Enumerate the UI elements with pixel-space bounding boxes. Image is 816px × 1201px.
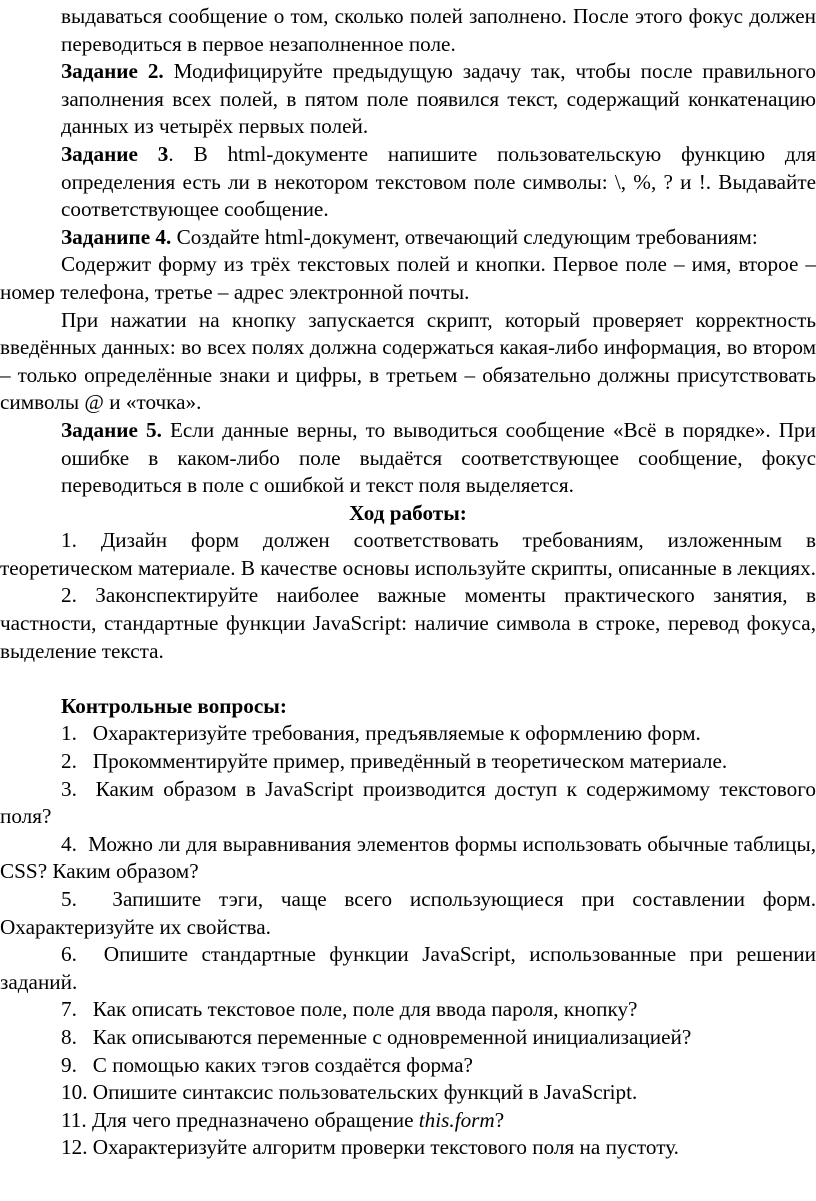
question-item xyxy=(0,1052,816,1080)
question-text-after: ? xyxy=(494,1107,505,1132)
question-number: 11. xyxy=(61,1107,87,1132)
question-text-emphasis: this.form xyxy=(418,1107,495,1132)
question-item xyxy=(0,776,816,831)
question-text: Каким образом в JavaScript производится доступ к содержимому текстового поля? xyxy=(0,776,816,829)
question-number: 4. xyxy=(61,831,77,856)
task-4-paragraph xyxy=(61,224,816,252)
task-4-label: Заданипе 4. xyxy=(61,224,172,249)
question-item xyxy=(0,720,816,748)
question-item xyxy=(0,1107,816,1135)
workflow-heading: Ход работы: xyxy=(349,500,467,525)
question-number: 1. xyxy=(61,721,77,746)
question-item xyxy=(0,748,816,776)
question-number: 7. xyxy=(61,997,77,1022)
task-2-paragraph xyxy=(61,58,816,141)
question-text: Как описать текстовое поле, поле для ввода пароля, кнопку? xyxy=(92,997,638,1022)
question-item xyxy=(0,996,816,1024)
questions-heading-text: Контрольные вопросы: xyxy=(61,693,287,718)
question-text: Охарактеризуйте алгоритм проверки текстового поля на пустоту. xyxy=(92,1135,679,1160)
question-item xyxy=(0,1079,816,1107)
question-text: Запишите тэги, чаще всего использующиеся при составлении форм. Охарактеризуйте их свойства. xyxy=(0,887,816,939)
question-text-before: Для чего предназначено обращение xyxy=(92,1107,419,1132)
question-number: 3. xyxy=(61,776,77,801)
workflow-item-1: 1. Дизайн форм должен соответствовать требованиям, изложенным в теоретическом материале. В качестве основы используйте скрипты, описанные в лекциях. xyxy=(0,528,816,580)
questions-list xyxy=(0,720,816,1162)
spacer xyxy=(61,665,816,693)
question-text: Опишите стандартные функции JavaScript, использованные при решении заданий. xyxy=(0,942,816,994)
question-item xyxy=(0,1134,816,1162)
question-number: 9. xyxy=(61,1052,77,1077)
task-5-paragraph xyxy=(61,417,816,500)
task-5-label: Задание 5. xyxy=(61,417,162,442)
task-3-paragraph xyxy=(61,141,816,224)
question-text: Как описываются переменные с одновременной инициализацией? xyxy=(92,1024,692,1049)
question-number: 2. xyxy=(61,749,77,774)
question-number: 12. xyxy=(61,1135,88,1160)
task-4-form-description: Содержит форму из трёх текстовых полей и кнопки. Первое поле – имя, второе – номер телефона, третье – адрес электронной почты. xyxy=(0,252,816,304)
question-text: С помощью каких тэгов создаётся форма? xyxy=(92,1052,473,1077)
question-text: Можно ли для выравнивания элементов формы использовать обычные таблицы, CSS? Каким образом? xyxy=(0,831,816,884)
questions-heading xyxy=(61,693,816,721)
question-text: Охарактеризуйте требования, предъявляемые к оформлению форм. xyxy=(92,721,701,746)
question-item xyxy=(0,1024,816,1052)
workflow-item-2: 2. Законспектируйте наиболее важные моменты практического занятия, в частности, стандартные функции JavaScript: наличие символа в строке, перевод фокуса, выделение текста. xyxy=(0,583,816,663)
document-page xyxy=(0,3,816,1162)
task-4-script-description: При нажатии на кнопку запускается скрипт, который проверяет корректность введённых данных: во всех полях должна содержаться какая-либо информация, во втором – только определённые знаки и цифры, в третьем – обязательно должны присутствовать символы @ и «точка». xyxy=(0,307,816,415)
task-2-label: Задание 2. xyxy=(61,59,164,84)
question-item xyxy=(0,941,816,996)
question-item xyxy=(0,886,816,941)
question-text: Прокомментируйте пример, приведённый в теоретическом материале. xyxy=(92,749,728,774)
question-item xyxy=(0,831,816,886)
task-3-label: Задание 3 xyxy=(61,141,169,166)
question-number: 10. xyxy=(61,1080,88,1105)
task-3-text: . В html-документе напишите пользовательскую функцию для определения есть ли в некотором текстовом поле символы: \, %, ? и !. Выдавайте соответствующее сообщение. xyxy=(61,141,816,222)
question-number: 6. xyxy=(61,942,77,967)
intro-paragraph: выдаваться сообщение о том, сколько полей заполнено. После этого фокус должен переводиться в первое незаполненное поле. xyxy=(61,4,816,56)
task-4-text: Создайте html-документ, отвечающий следующим требованиям: xyxy=(171,224,758,249)
task-2-text: Модифицируйте предыдущую задачу так, чтобы после правильного заполнения всех полей, в пятом поле появился текст, содержащий конкатенацию данных из четырёх первых полей. xyxy=(61,59,816,139)
question-number: 5. xyxy=(61,887,77,911)
question-text: Опишите синтаксис пользовательских функций в JavaScript. xyxy=(92,1080,638,1105)
task-5-text: Если данные верны, то выводиться сообщение «Всё в порядке». При ошибке в каком-либо поле выдаётся соответствующее сообщение, фокус переводиться в поле с ошибкой и текст поля выделяется. xyxy=(61,417,816,498)
question-number: 8. xyxy=(61,1024,77,1049)
